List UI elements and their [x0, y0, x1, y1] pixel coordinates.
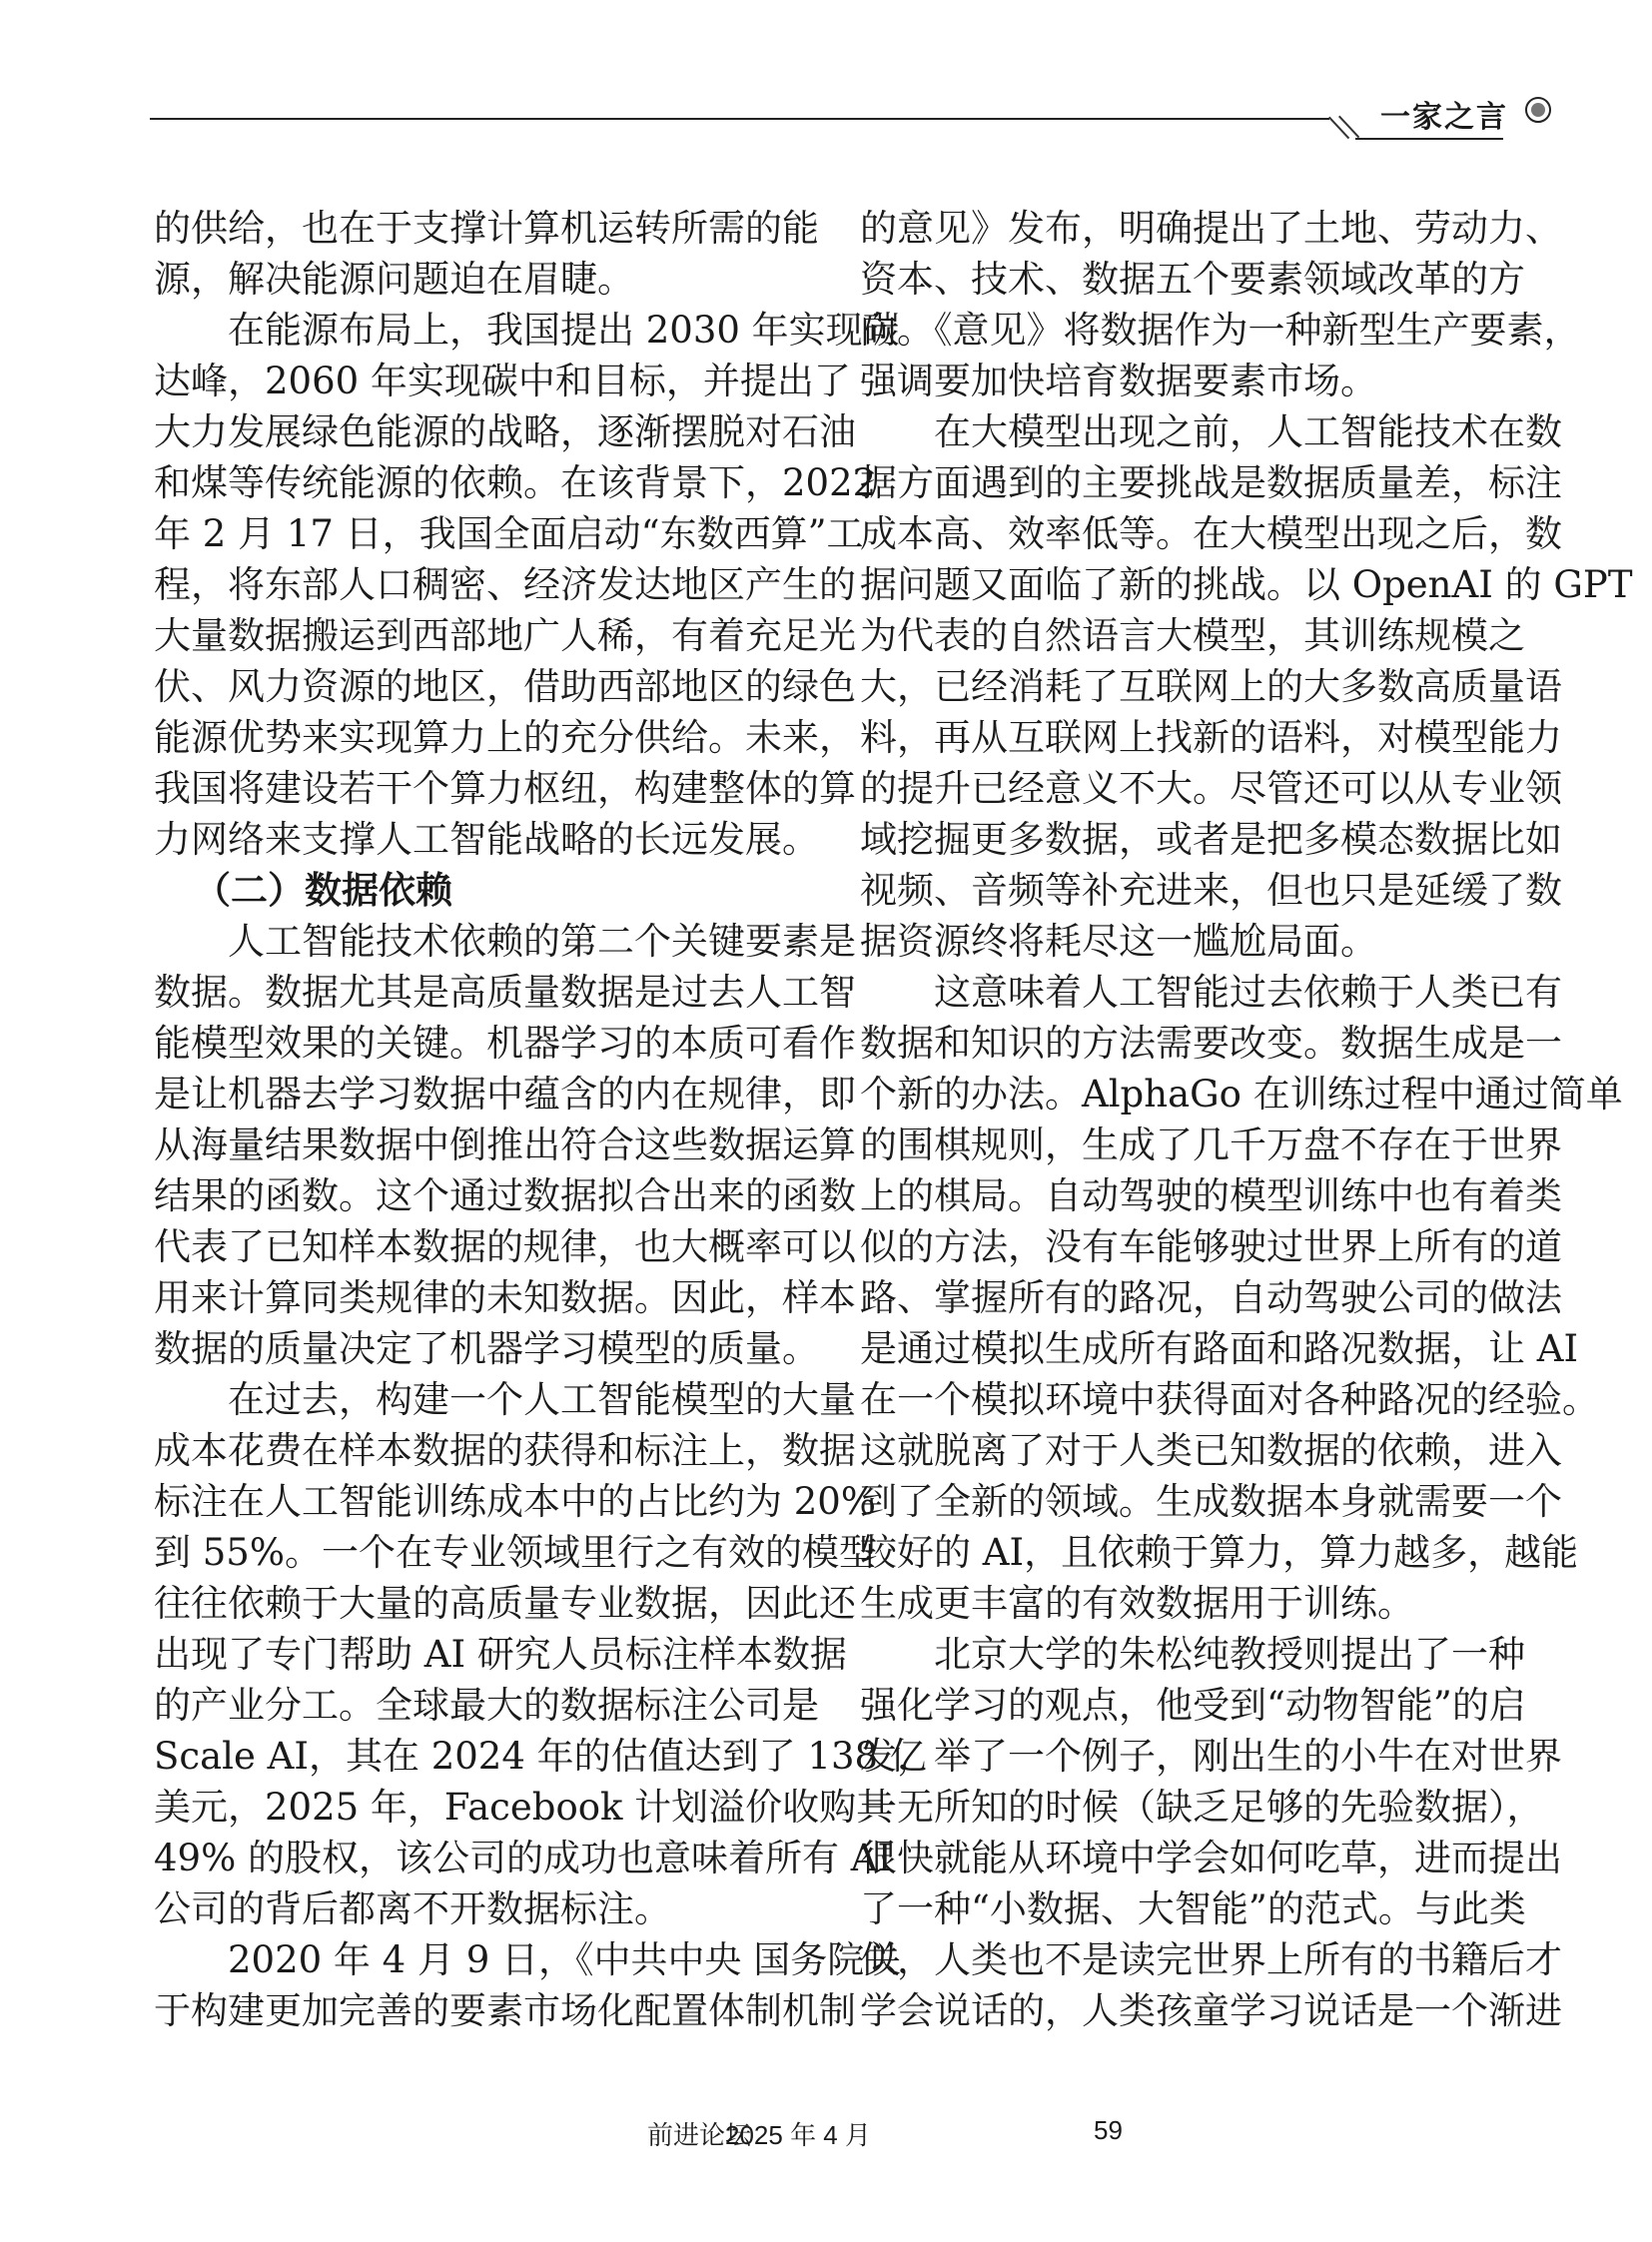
text-line: （二）数据依赖: [194, 868, 452, 912]
text-line: 标注在人工智能训练成本中的占比约为 20%: [154, 1480, 876, 1523]
text-line: 往往依赖于大量的高质量专业数据，因此还: [154, 1582, 856, 1625]
text-line: 2020 年 4 月 9 日，《中共中央 国务院关: [228, 1938, 902, 1981]
text-line: 年 2 月 17 日，我国全面启动“东数西算”工: [154, 512, 864, 555]
header-rule-diagonal: [1338, 116, 1359, 139]
text-line: 了一种“小数据、大智能”的范式。与此类: [860, 1887, 1526, 1930]
paragraph: [860, 203, 1581, 406]
text-line: 这意味着人工智能过去依赖于人类已有: [934, 971, 1562, 1014]
text-line: 在能源布局上，我国提出 2030 年实现碳: [228, 309, 900, 352]
text-line: 能源优势来实现算力上的充分供给。未来，: [154, 716, 856, 759]
text-line: 于构建更加完善的要素市场化配置体制机制: [154, 1989, 856, 2032]
text-line: 美元，2025 年，Facebook 计划溢价收购其: [154, 1786, 894, 1829]
text-line: 数据的质量决定了机器学习模型的质量。: [154, 1327, 819, 1370]
bullet-circle-icon: [1525, 97, 1551, 123]
text-line: 达峰，2060 年实现碳中和目标，并提出了: [154, 360, 851, 402]
paragraph: [860, 1629, 1562, 2036]
text-line: 和煤等传统能源的依赖。在该背景下，2022: [154, 461, 877, 504]
paragraph: [860, 967, 1623, 1629]
text-line: 生成更丰富的有效数据用于训练。: [860, 1582, 1414, 1625]
section-heading: [154, 865, 789, 916]
text-line: Scale AI，其在 2024 年的估值达到了 138 亿: [154, 1735, 927, 1778]
text-line: 公司的背后都离不开数据标注。: [154, 1887, 671, 1930]
text-line: 向。《意见》将数据作为一种新型生产要素，: [860, 309, 1581, 352]
paragraph: [154, 203, 819, 305]
text-line: 强调要加快培育数据要素市场。: [860, 360, 1377, 402]
footer-journal: 前进论坛: [647, 2120, 752, 2150]
text-line: 49% 的股权，该公司的成功也意味着所有 AI: [154, 1837, 893, 1879]
text-line: 的产业分工。全球最大的数据标注公司是: [154, 1684, 819, 1727]
text-line: 视频、音频等补充进来，但也只是延缓了数: [860, 869, 1562, 912]
text-line: 据资源终将耗尽这一尴尬局面。: [860, 920, 1377, 963]
page-number: 59: [1094, 2115, 1123, 2145]
text-line: 上的棋局。自动驾驶的模型训练中也有着类: [860, 1174, 1562, 1217]
text-line: 这就脱离了对于人类已知数据的依赖，进入: [860, 1429, 1562, 1472]
text-line: 在大模型出现之前，人工智能技术在数: [934, 410, 1562, 453]
text-line: 从海量结果数据中倒推出符合这些数据运算: [154, 1123, 856, 1166]
footer-issue: 2025 年 4 月: [725, 2120, 871, 2150]
text-line: 代表了已知样本数据的规律，也大概率可以: [154, 1225, 856, 1268]
text-line: 似，人类也不是读完世界上所有的书籍后才: [860, 1938, 1562, 1981]
text-line: 伏、风力资源的地区，借助西部地区的绿色: [154, 665, 856, 708]
text-line: 成本花费在样本数据的获得和标注上，数据: [154, 1429, 856, 1472]
text-line: 个新的办法。AlphaGo 在训练过程中通过简单: [860, 1073, 1623, 1116]
paragraph: [860, 406, 1633, 967]
text-line: 一无所知的时候（缺乏足够的先验数据），: [860, 1786, 1544, 1829]
paragraph: [154, 305, 900, 865]
text-line: 在一个模拟环境中获得面对各种路况的经验。: [860, 1378, 1599, 1421]
text-line: 学会说话的，人类孩童学习说话是一个渐进: [860, 1989, 1562, 2032]
text-line: 到 55%。一个在专业领域里行之有效的模型: [154, 1531, 876, 1574]
text-line: 发，举了一个例子，刚出生的小牛在对世界: [860, 1735, 1562, 1778]
text-line: 源，解决能源问题迫在眉睫。: [154, 258, 634, 301]
text-line: 据方面遇到的主要挑战是数据质量差，标注: [860, 461, 1562, 504]
text-line: 力网络来支撑人工智能战略的长远发展。: [154, 818, 819, 861]
text-line: 程，将东部人口稠密、经济发达地区产生的: [154, 563, 856, 606]
header-rule-top: [150, 118, 1329, 120]
text-line: 用来计算同类规律的未知数据。因此，样本: [154, 1276, 856, 1319]
text-line: 是通过模拟生成所有路面和路况数据，让 AI: [860, 1327, 1579, 1370]
text-line: 强化学习的观点，他受到“动物智能”的启: [860, 1684, 1526, 1727]
left-column: [154, 203, 927, 2036]
text-line: 我国将建设若干个算力枢纽，构建整体的算: [154, 767, 856, 810]
right-column: [860, 203, 1633, 2036]
text-line: 较好的 AI，且依赖于算力，算力越多，越能: [860, 1531, 1579, 1574]
header-rule-bottom: [1355, 138, 1503, 140]
text-line: 的围棋规则，生成了几千万盘不存在于世界: [860, 1123, 1562, 1166]
text-line: 据问题又面临了新的挑战。以 OpenAI 的 GPT: [860, 563, 1633, 606]
text-line: 大量数据搬运到西部地广人稀，有着充足光: [154, 614, 856, 657]
text-line: 大，已经消耗了互联网上的大多数高质量语: [860, 665, 1562, 708]
paragraph: [154, 916, 856, 1374]
text-line: 大力发展绿色能源的战略，逐渐摆脱对石油: [154, 410, 856, 453]
text-line: 出现了专门帮助 AI 研究人员标注样本数据: [154, 1633, 847, 1676]
text-line: 料，再从互联网上找新的语料，对模型能力: [860, 716, 1562, 759]
text-line: 人工智能技术依赖的第二个关键要素是: [228, 920, 856, 963]
paragraph: [154, 1934, 902, 2036]
text-line: 北京大学的朱松纯教授则提出了一种: [934, 1633, 1525, 1676]
section-title: 一家之言: [1380, 100, 1508, 135]
text-line: 能模型效果的关键。机器学习的本质可看作: [154, 1022, 856, 1065]
text-line: 很快就能从环境中学会如何吃草，进而提出: [860, 1837, 1562, 1879]
text-line: 的提升已经意义不大。尽管还可以从专业领: [860, 767, 1562, 810]
text-line: 到了全新的领域。生成数据本身就需要一个: [860, 1480, 1562, 1523]
text-line: 路、掌握所有的路况，自动驾驶公司的做法: [860, 1276, 1562, 1319]
text-line: 的意见》发布，明确提出了土地、劳动力、: [860, 207, 1562, 250]
header-rule-diagonal: [1328, 117, 1349, 140]
text-line: 似的方法，没有车能够驶过世界上所有的道: [860, 1225, 1562, 1268]
text-line: 结果的函数。这个通过数据拟合出来的函数: [154, 1174, 856, 1217]
text-line: 为代表的自然语言大模型，其训练规模之: [860, 614, 1525, 657]
text-line: 是让机器去学习数据中蕴含的内在规律，即: [154, 1073, 856, 1116]
text-line: 域挖掘更多数据，或者是把多模态数据比如: [860, 818, 1562, 861]
text-line: 成本高、效率低等。在大模型出现之后，数: [860, 512, 1562, 555]
paragraph: [154, 1374, 927, 1934]
text-line: 数据和知识的方法需要改变。数据生成是一: [860, 1022, 1562, 1065]
text-line: 的供给，也在于支撑计算机运转所需的能: [154, 207, 819, 250]
text-line: 资本、技术、数据五个要素领域改革的方: [860, 258, 1525, 301]
text-line: 数据。数据尤其是高质量数据是过去人工智: [154, 971, 856, 1014]
text-line: 在过去，构建一个人工智能模型的大量: [228, 1378, 856, 1421]
